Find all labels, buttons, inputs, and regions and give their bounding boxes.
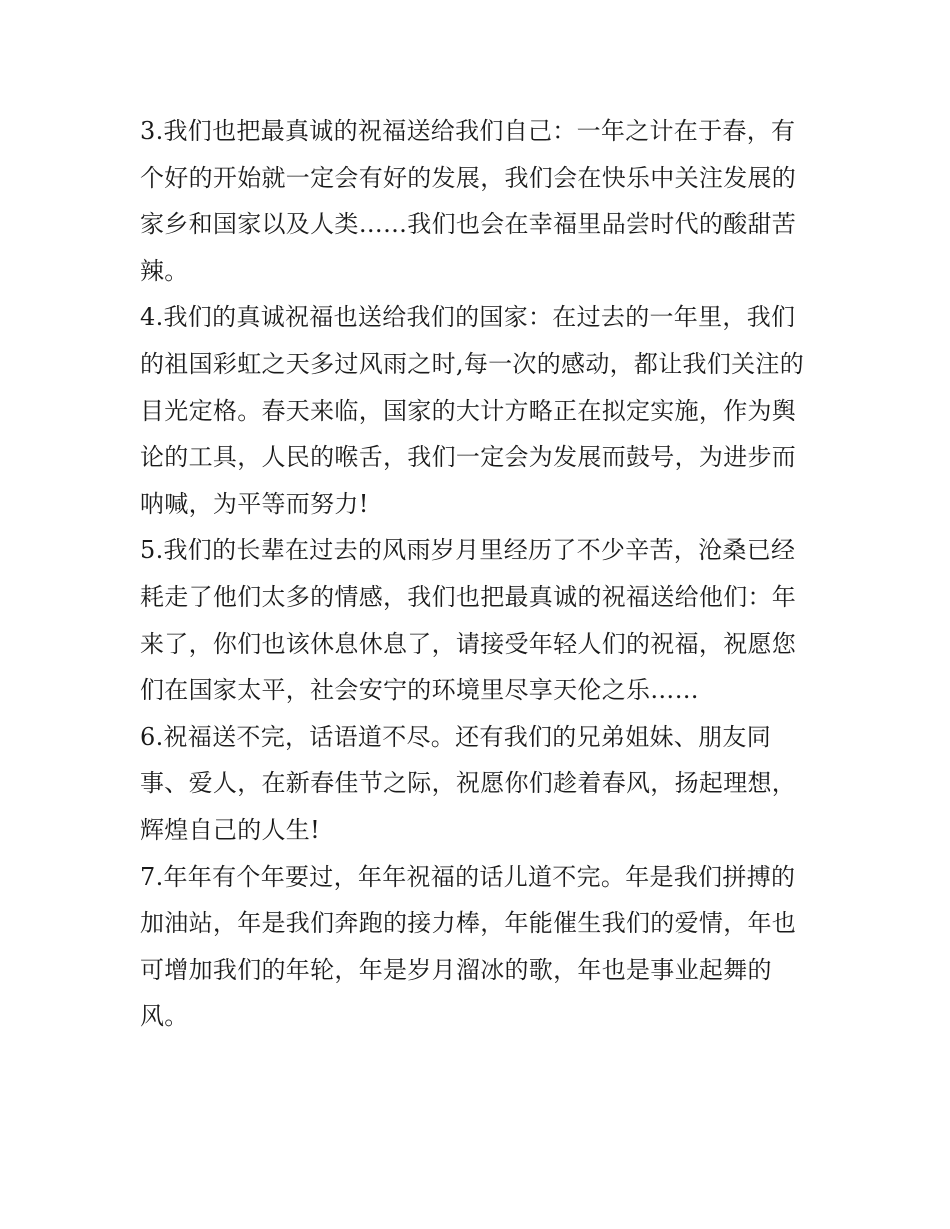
paragraph-6: 6.祝福送不完，话语道不尽。还有我们的兄弟姐妹、朋友同事、爱人，在新春佳节之际，祝愿你们趁着春风，扬起理想，辉煌自己的人生!	[140, 722, 797, 844]
document-body	[140, 108, 812, 1040]
paragraph-4: 4.我们的真诚祝福也送给我们的国家：在过去的一年里，我们的祖国彩虹之天多过风雨之时,每一次的感动，都让我们关注的目光定格。春天来临，国家的大计方略正在拟定实施，作为舆论的工具，人民的喉舌，我们一定会为发展而鼓号，为进步而呐喊，为平等而努力!	[140, 303, 805, 518]
paragraph-3: 3.我们也把最真诚的祝福送给我们自己：一年之计在于春，有个好的开始就一定会有好的发展，我们会在快乐中关注发展的家乡和国家以及人类……我们也会在幸福里品尝时代的酸甜苦辣。	[140, 117, 797, 285]
paragraph-5: 5.我们的长辈在过去的风雨岁月里经历了不少辛苦，沧桑已经耗走了他们太多的情感，我们也把最真诚的祝福送给他们：年来了，你们也该休息休息了，请接受年轻人们的祝福，祝愿您们在国家太平，社会安宁的环境里尽享天伦之乐……	[140, 536, 797, 705]
paragraph-7: 7.年年有个年要过，年年祝福的话儿道不完。年是我们拼搏的加油站，年是我们奔跑的接力棒，年能催生我们的爱情，年也可增加我们的年轮，年是岁月溜冰的歌，年也是事业起舞的风。	[140, 862, 797, 1031]
